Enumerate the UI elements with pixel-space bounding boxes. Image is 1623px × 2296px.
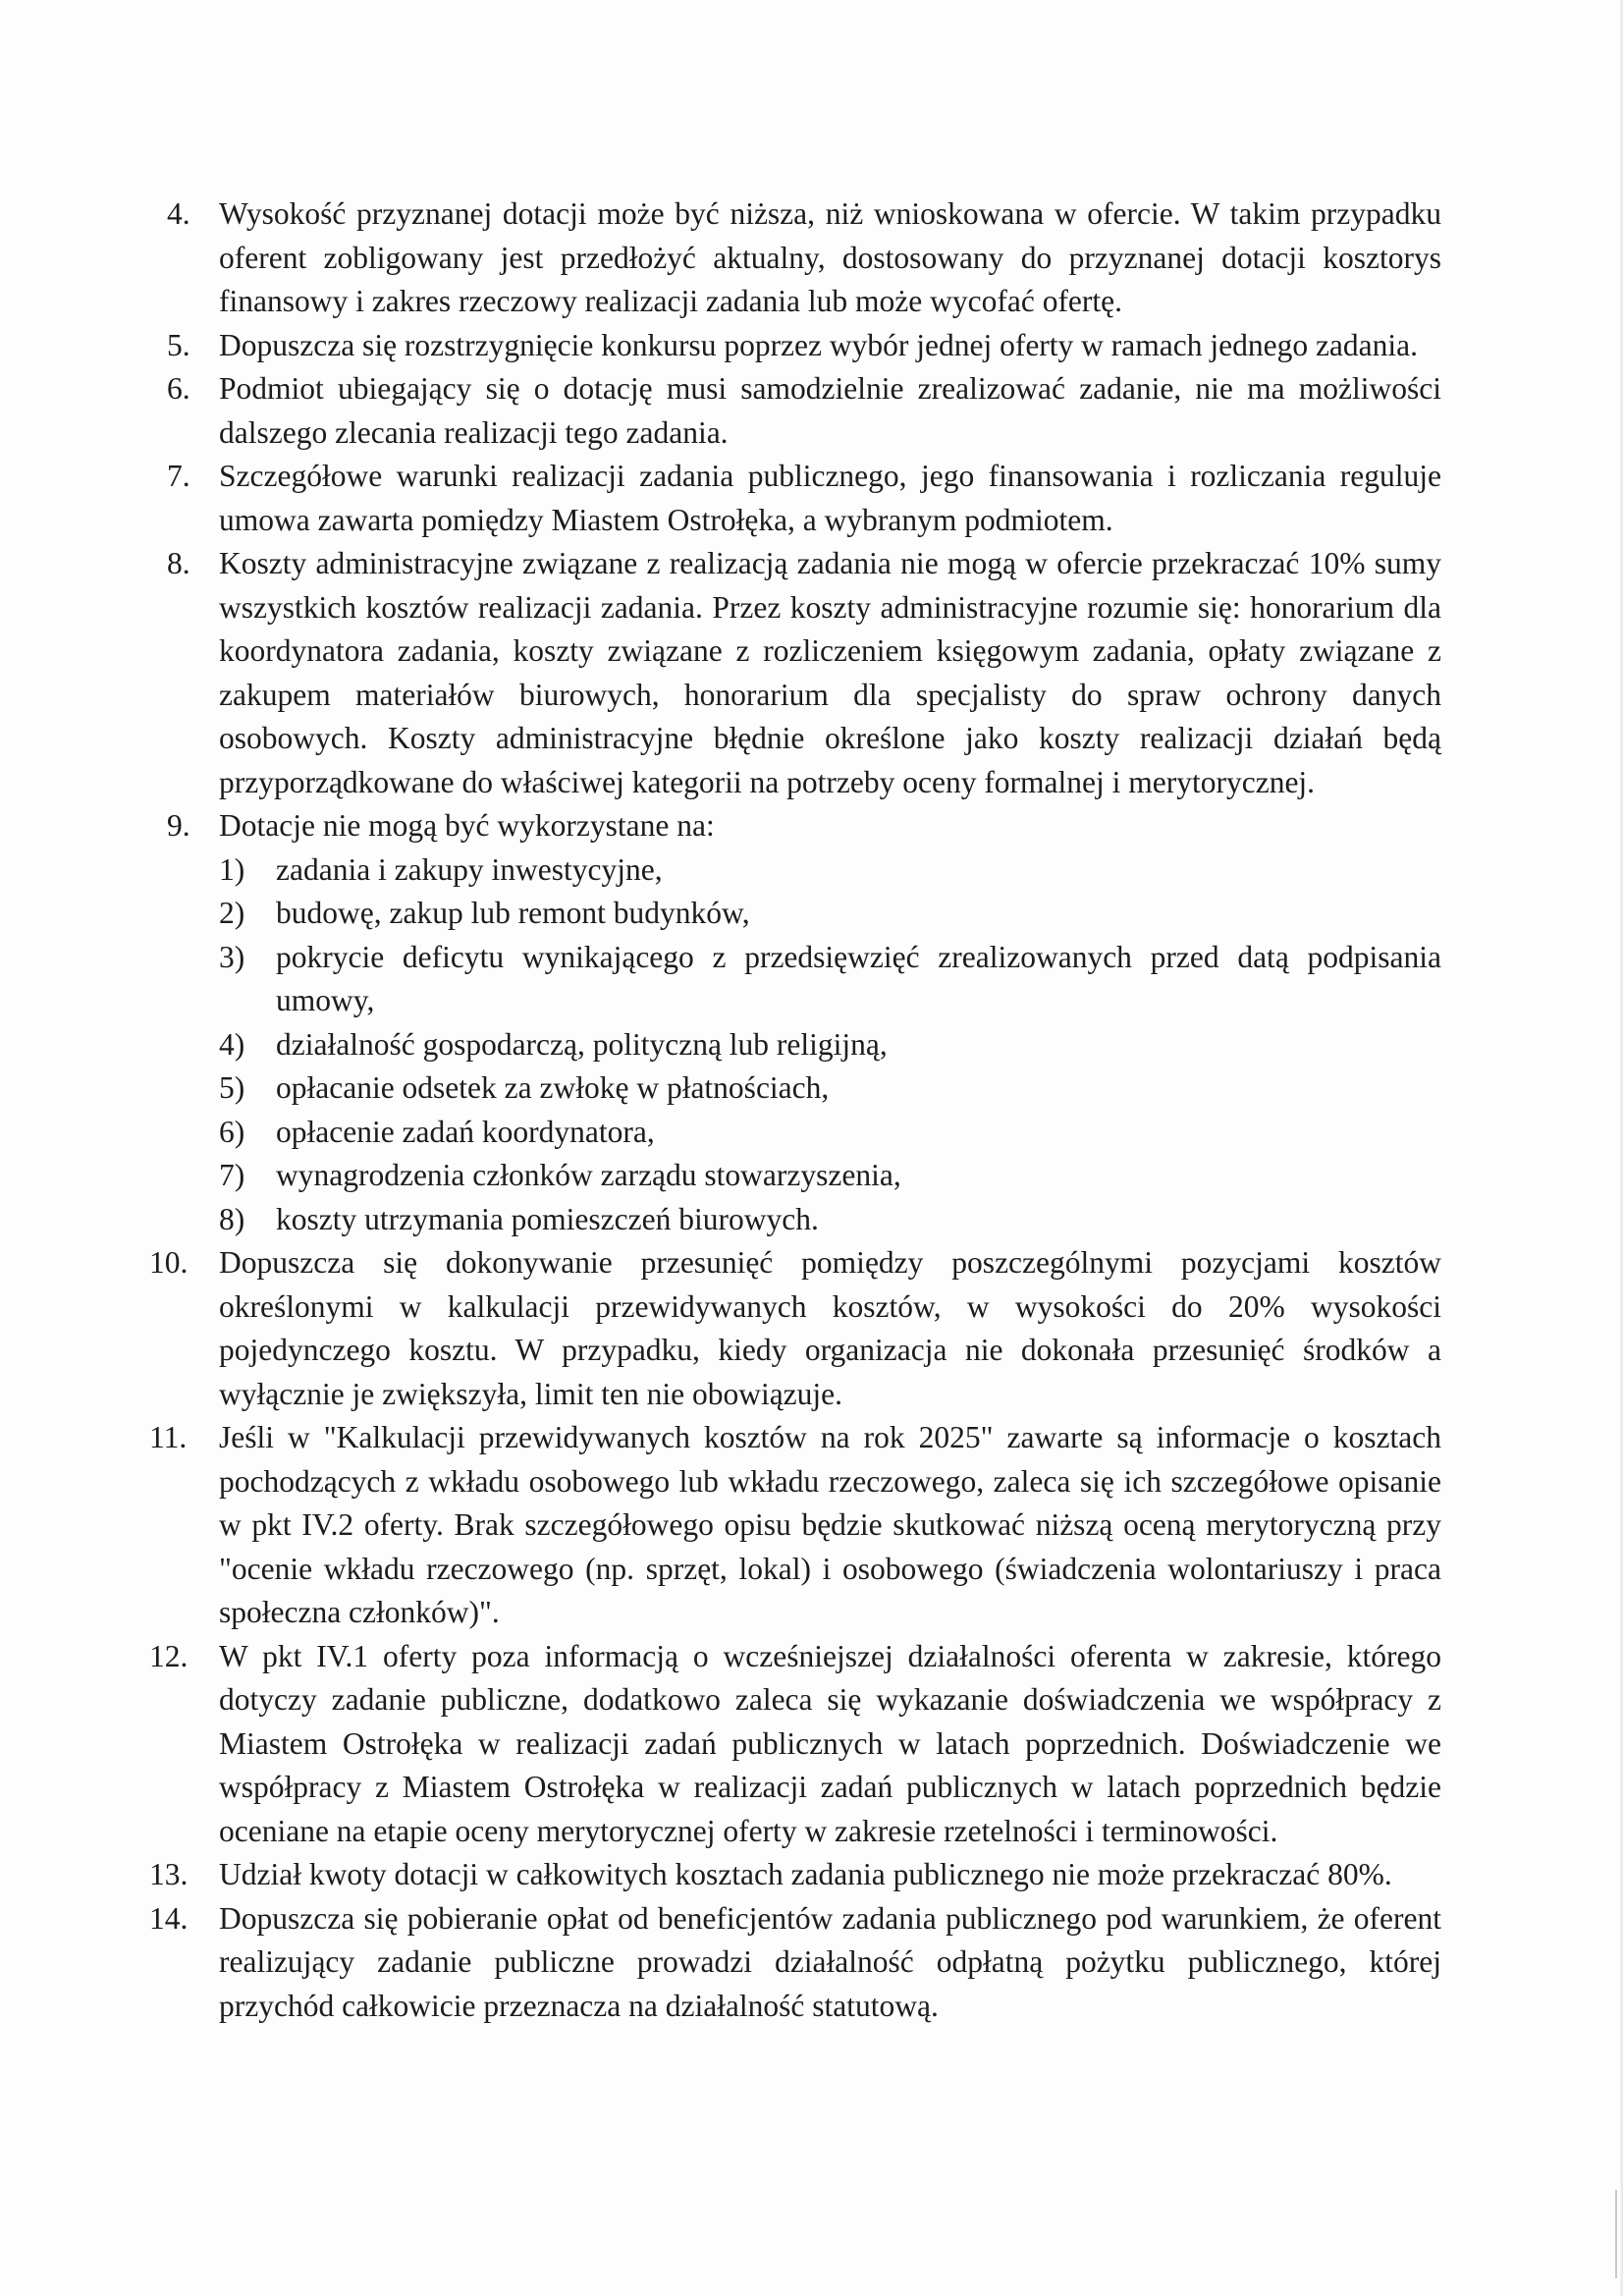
list-item	[149, 1635, 1441, 1854]
item-text: Szczegółowe warunki realizacji zadania publicznego, jego finansowania i rozliczania reguluje umowa zawarta pomiędzy Miastem Ostrołęka, a wybranym podmiotem.	[219, 459, 1441, 537]
item-text: Dopuszcza się pobieranie opłat od beneficjentów zadania publicznego pod warunkiem, że oferent realizujący zadanie publiczne prowadzi działalność odpłatną pożytku publicznego, której przychód całkowicie przeznacza na działalność statutową.	[219, 1900, 1441, 2023]
sub-list-item	[219, 1198, 1441, 1242]
list-item	[149, 1853, 1441, 1897]
sub-item-number: 6)	[219, 1114, 245, 1149]
sub-item-text: budowę, zakup lub remont budynków,	[276, 896, 750, 930]
sub-item-text: działalność gospodarczą, polityczną lub religijną,	[276, 1026, 888, 1062]
item-text: Podmiot ubiegający się o dotację musi samodzielnie zrealizować zadanie, nie ma możliwości dalszego zlecania realizacji tego zadania.	[219, 371, 1441, 450]
sub-list-item	[219, 848, 1441, 893]
sub-item-text: wynagrodzenia członków zarządu stowarzyszenia,	[276, 1158, 901, 1192]
list-item	[149, 1416, 1441, 1635]
sub-item-number: 7)	[219, 1158, 245, 1192]
item-text: Jeśli w "Kalkulacji przewidywanych kosztów na rok 2025" zawarte są informacje o kosztach pochodzących z wkładu osobowego lub wkładu rzeczowego, zaleca się ich szczegółowe opisanie w pkt IV.2 oferty. Brak szczegółowego opisu będzie skutkować niższą oceną merytoryczną przy "ocenie wkładu rzeczowego (np. sprzęt, lokal) i osobowego (świadczenia wolontariuszy i praca społeczna członków)".	[219, 1420, 1441, 1629]
list-item	[167, 367, 1441, 455]
item-text: Dopuszcza się rozstrzygnięcie konkursu poprzez wybór jednej oferty w ramach jednego zadania.	[219, 327, 1418, 362]
scan-artifact	[1615, 2190, 1617, 2278]
item-number: 8.	[167, 546, 190, 580]
item-text: W pkt IV.1 oferty poza informacją o wcześniejszej działalności oferenta w zakresie, którego dotyczy zadanie publiczne, dodatkowo zaleca się wykazanie doświadczenia we współpracy z Miastem Ostrołęka w realizacji zadań publicznych w latach poprzednich. Doświadczenie we współpracy z Miastem Ostrołęka w realizacji zadań publicznych w latach poprzednich będzie oceniane na etapie oceny merytorycznej oferty w zakresie rzetelności i terminowości.	[219, 1638, 1441, 1848]
list-item	[149, 1241, 1441, 1416]
sub-list-item	[219, 1154, 1441, 1198]
sub-list-item	[219, 936, 1441, 1023]
sub-list-item	[219, 1066, 1441, 1111]
item-text: Dotacje nie mogą być wykorzystane na:	[219, 808, 715, 843]
sub-item-text: opłacanie odsetek za zwłokę w płatnościach,	[276, 1070, 830, 1105]
sub-item-text: koszty utrzymania pomieszczeń biurowych.	[276, 1201, 819, 1236]
list-item	[149, 1897, 1441, 2029]
sub-item-number: 1)	[219, 851, 245, 887]
sub-item-number: 3)	[219, 939, 245, 974]
sub-item-number: 2)	[219, 896, 245, 930]
sub-item-number: 4)	[219, 1026, 245, 1062]
item-number: 5.	[167, 327, 190, 362]
sub-item-text: zadania i zakupy inwestycyjne,	[276, 851, 663, 887]
list-item	[167, 192, 1441, 324]
list-item	[167, 542, 1441, 804]
sub-item-number: 5)	[219, 1070, 245, 1105]
sub-list-item	[219, 1023, 1441, 1067]
list-item	[167, 455, 1441, 542]
item-number: 14.	[149, 1900, 189, 1936]
item-number: 13.	[149, 1857, 189, 1891]
item-number: 7.	[167, 459, 190, 493]
list-item	[167, 804, 1441, 1241]
item-number: 4.	[167, 196, 190, 231]
item-number: 10.	[149, 1245, 189, 1280]
item-text: Udział kwoty dotacji w całkowitych kosztach zadania publicznego nie może przekraczać 80%.	[219, 1857, 1392, 1891]
item-number: 6.	[167, 371, 190, 406]
list-item	[167, 324, 1441, 368]
sub-item-text: opłacenie zadań koordynatora,	[276, 1114, 655, 1149]
sub-list-item	[219, 1111, 1441, 1155]
sub-item-text: pokrycie deficytu wynikającego z przedsięwzięć zrealizowanych przed datą podpisania umowy,	[276, 939, 1441, 1017]
item-text: Koszty administracyjne związane z realizacją zadania nie mogą w ofercie przekraczać 10% sumy wszystkich kosztów realizacji zadania. Przez koszty administracyjne rozumie się: honorarium dla koordynatora zadania, koszty związane z rozliczeniem księgowym zadania, opłaty związane z zakupem materiałów biurowych, honorarium dla specjalisty do spraw ochrony danych osobowych. Koszty administracyjne błędnie określone jako koszty realizacji działań będą przyporządkowane do właściwej kategorii na potrzeby oceny formalnej i merytorycznej.	[219, 546, 1441, 799]
sub-item-number: 8)	[219, 1201, 245, 1236]
item-number: 9.	[167, 808, 190, 843]
item-number: 11.	[149, 1420, 188, 1454]
numbered-list	[149, 192, 1441, 2028]
item-text: Dopuszcza się dokonywanie przesunięć pomiędzy poszczególnymi pozycjami kosztów określonymi w kalkulacji przewidywanych kosztów, w wysokości do 20% wysokości pojedynczego kosztu. W przypadku, kiedy organizacja nie dokonała przesunięć środków a wyłącznie je zwiększyła, limit ten nie obowiązuje.	[219, 1245, 1441, 1411]
sub-list-item	[219, 892, 1441, 936]
item-number: 12.	[149, 1638, 189, 1673]
item-text: Wysokość przyznanej dotacji może być niższa, niż wnioskowana w ofercie. W takim przypadku oferent zobligowany jest przedłożyć aktualny, dostosowany do przyznanej dotacji kosztorys finansowy i zakres rzeczowy realizacji zadania lub może wycofać ofertę.	[219, 196, 1441, 318]
sub-list	[219, 848, 1441, 1242]
